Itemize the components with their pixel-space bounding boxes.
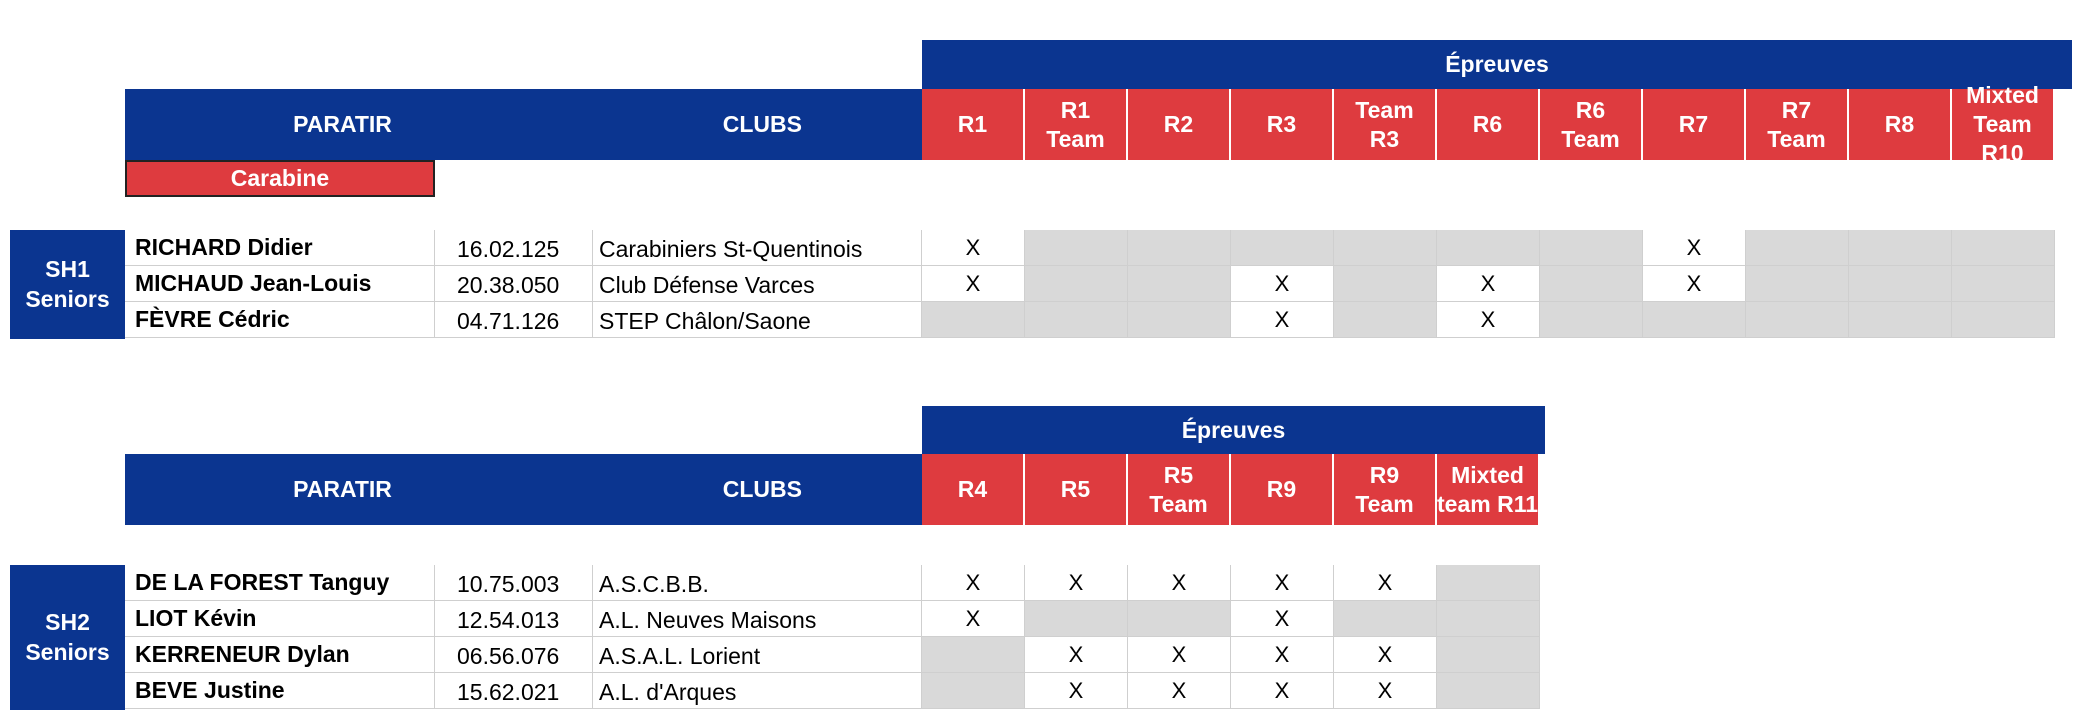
epreuves-header-2 [922, 406, 1545, 454]
event-label: R7 [1678, 111, 1709, 138]
event-label: R2 [1163, 111, 1194, 138]
event-label: R1 [957, 111, 988, 138]
event-mark-cell [1128, 230, 1231, 266]
event-mark-cell [1540, 230, 1643, 266]
event-label: Team R3 [1355, 96, 1414, 152]
category-label-2: SH2 Seniors [25, 608, 110, 665]
event-mark-cell: X [1334, 565, 1437, 601]
athlete-name: LIOT Kévin [125, 601, 435, 637]
paratir-header-1 [125, 89, 560, 160]
event-mark-cell [1849, 230, 1952, 266]
club-name: A.L. d'Arques [593, 673, 922, 709]
clubs-header-2 [560, 454, 922, 525]
event-label: Mixted Team R10 [1966, 82, 2039, 166]
event-header-r4 [922, 454, 1025, 525]
event-mark-cell: X [1334, 637, 1437, 673]
event-mark-cell: X [1437, 302, 1540, 338]
event-mark-cell: X [922, 230, 1025, 266]
event-mark-cell [1025, 601, 1128, 637]
event-label: R6 [1472, 111, 1503, 138]
event-header-r8 [1849, 89, 1952, 160]
discipline-badge [125, 160, 435, 197]
event-mark-cell [1437, 637, 1540, 673]
clubs-header-1 [560, 89, 922, 160]
event-mark-cell [1849, 266, 1952, 302]
event-header-team-r3 [1334, 89, 1437, 160]
paratir-label-1: PARATIR [293, 111, 392, 138]
event-label: R5 [1060, 476, 1091, 503]
epreuves-label-2: Épreuves [1181, 416, 1286, 443]
event-mark-cell [1643, 302, 1746, 338]
athlete-name: RICHARD Didier [125, 230, 435, 266]
event-header-r7-team [1746, 89, 1849, 160]
event-mark-cell: X [1231, 302, 1334, 338]
paratir-label-2: PARATIR [293, 476, 392, 503]
event-mark-cell [1128, 302, 1231, 338]
epreuves-label-1: Épreuves [1445, 51, 1549, 78]
clubs-label-2: CLUBS [722, 476, 802, 503]
event-mark-cell: X [1231, 673, 1334, 709]
event-mark-cell [1849, 302, 1952, 338]
event-mark-cell [1746, 302, 1849, 338]
event-mark-cell [1437, 601, 1540, 637]
event-label: R5 Team [1149, 461, 1208, 517]
club-name: Carabiniers St-Quentinois [593, 230, 922, 266]
license-number: 16.02.125 [435, 230, 593, 266]
event-mark-cell: X [1437, 266, 1540, 302]
athlete-name: BEVE Justine [125, 673, 435, 709]
event-mark-cell [1128, 266, 1231, 302]
event-mark-cell [922, 637, 1025, 673]
license-number: 20.38.050 [435, 266, 593, 302]
epreuves-header-1 [922, 40, 2072, 89]
event-mark-cell [1540, 302, 1643, 338]
license-number: 15.62.021 [435, 673, 593, 709]
club-name: Club Défense Varces [593, 266, 922, 302]
event-label: R6 Team [1561, 96, 1620, 152]
event-header-r1-team [1025, 89, 1128, 160]
club-name: A.S.A.L. Lorient [593, 637, 922, 673]
event-mark-cell [1334, 266, 1437, 302]
license-number: 10.75.003 [435, 565, 593, 601]
club-name: A.S.C.B.B. [593, 565, 922, 601]
discipline-label: Carabine [230, 165, 330, 192]
license-number: 06.56.076 [435, 637, 593, 673]
license-number: 04.71.126 [435, 302, 593, 338]
event-mark-cell [1746, 230, 1849, 266]
event-label: R3 [1266, 111, 1297, 138]
event-label: R8 [1884, 111, 1915, 138]
athlete-name: KERRENEUR Dylan [125, 637, 435, 673]
event-header-r7 [1643, 89, 1746, 160]
event-header-r1 [922, 89, 1025, 160]
event-label: R7 Team [1767, 96, 1826, 152]
event-header-r5 [1025, 454, 1128, 525]
event-header-r2 [1128, 89, 1231, 160]
event-mark-cell [1334, 302, 1437, 338]
event-mark-cell [1025, 230, 1128, 266]
event-mark-cell [1334, 601, 1437, 637]
event-mark-cell [1437, 673, 1540, 709]
event-header-r5-team [1128, 454, 1231, 525]
category-cell-1 [10, 230, 125, 339]
event-header-r9 [1231, 454, 1334, 525]
event-mark-cell: X [922, 266, 1025, 302]
category-label-1: SH1 Seniors [25, 255, 110, 312]
event-mark-cell [922, 302, 1025, 338]
clubs-label-1: CLUBS [722, 111, 802, 138]
event-mark-cell [922, 673, 1025, 709]
event-mark-cell [1128, 601, 1231, 637]
event-mark-cell: X [1231, 565, 1334, 601]
category-cell-2 [10, 565, 125, 710]
event-mark-cell [1952, 266, 2055, 302]
event-mark-cell: X [922, 601, 1025, 637]
event-mark-cell: X [1231, 601, 1334, 637]
event-header-r9-team [1334, 454, 1437, 525]
event-mark-cell [1952, 302, 2055, 338]
event-mark-cell: X [1231, 266, 1334, 302]
event-mark-cell: X [1643, 230, 1746, 266]
event-mark-cell: X [1128, 673, 1231, 709]
event-mark-cell [1746, 266, 1849, 302]
athlete-name: FÈVRE Cédric [125, 302, 435, 338]
event-mark-cell: X [922, 565, 1025, 601]
event-mark-cell [1437, 230, 1540, 266]
event-mark-cell: X [1334, 673, 1437, 709]
event-mark-cell: X [1025, 673, 1128, 709]
event-mark-cell [1437, 565, 1540, 601]
event-mark-cell: X [1128, 565, 1231, 601]
club-name: STEP Châlon/Saone [593, 302, 922, 338]
event-mark-cell: X [1025, 565, 1128, 601]
event-mark-cell: X [1231, 637, 1334, 673]
event-mark-cell: X [1128, 637, 1231, 673]
event-mark-cell [1231, 230, 1334, 266]
athlete-name: DE LA FOREST Tanguy [125, 565, 435, 601]
event-label: Mixted team R11 [1437, 461, 1539, 517]
event-header-r6-team [1540, 89, 1643, 160]
event-header-r6 [1437, 89, 1540, 160]
event-header-r3 [1231, 89, 1334, 160]
event-mark-cell [1025, 302, 1128, 338]
event-mark-cell [1025, 266, 1128, 302]
paratir-header-2 [125, 454, 560, 525]
event-label: R1 Team [1046, 96, 1105, 152]
license-number: 12.54.013 [435, 601, 593, 637]
event-mark-cell [1540, 266, 1643, 302]
event-mark-cell [1334, 230, 1437, 266]
event-label: R9 Team [1355, 461, 1414, 517]
event-header-mixted-team-r11 [1437, 454, 1540, 525]
event-mark-cell: X [1643, 266, 1746, 302]
event-mark-cell: X [1025, 637, 1128, 673]
event-label: R9 [1266, 476, 1297, 503]
event-header-mixted-team-r10 [1952, 82, 2055, 166]
event-mark-cell [1952, 230, 2055, 266]
event-label: R4 [957, 476, 988, 503]
athlete-name: MICHAUD Jean-Louis [125, 266, 435, 302]
club-name: A.L. Neuves Maisons [593, 601, 922, 637]
